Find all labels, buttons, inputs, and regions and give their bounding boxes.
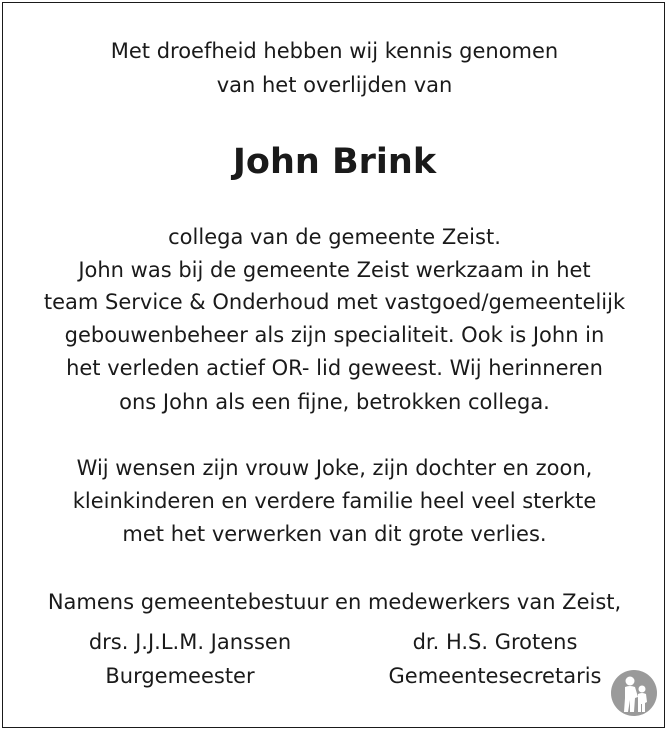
body-line-4: gebouwenbeheer als zijn specialiteit. Ook is John in bbox=[64, 323, 605, 347]
body-line-5: het verleden actief OR- lid geweest. Wij herinneren bbox=[66, 356, 603, 380]
signatory-2-name: dr. H.S. Grotens bbox=[412, 630, 578, 654]
intro-line-1: Met droefheid hebben wij kennis genomen bbox=[110, 39, 559, 63]
signatory-2-title: Gemeentesecretaris bbox=[388, 664, 602, 688]
wishes-line-1: Wij wensen zijn vrouw Joke, zijn dochter en zoon, bbox=[76, 456, 593, 480]
memorial-figures-logo-icon bbox=[610, 669, 658, 717]
wishes-line-3: met het verwerken van dit grote verlies. bbox=[122, 522, 547, 546]
wishes-line-2: kleinkinderen en verdere familie heel veel sterkte bbox=[72, 489, 597, 513]
on-behalf-line: Namens gemeentebestuur en medewerkers van Zeist, bbox=[47, 590, 622, 614]
body-line-3: team Service & Onderhoud met vastgoed/gemeentelijk bbox=[43, 290, 626, 314]
signatory-1-name: drs. J.J.L.M. Janssen bbox=[88, 630, 292, 654]
deceased-name: John Brink bbox=[232, 142, 437, 182]
body-line-2: John was bij de gemeente Zeist werkzaam in het bbox=[78, 258, 591, 282]
intro-line-2: van het overlijden van bbox=[216, 73, 453, 97]
signatory-1-title: Burgemeester bbox=[105, 664, 255, 688]
body-line-1: collega van de gemeente Zeist. bbox=[168, 225, 501, 249]
body-line-6: ons John als een fijne, betrokken collega. bbox=[119, 390, 550, 414]
